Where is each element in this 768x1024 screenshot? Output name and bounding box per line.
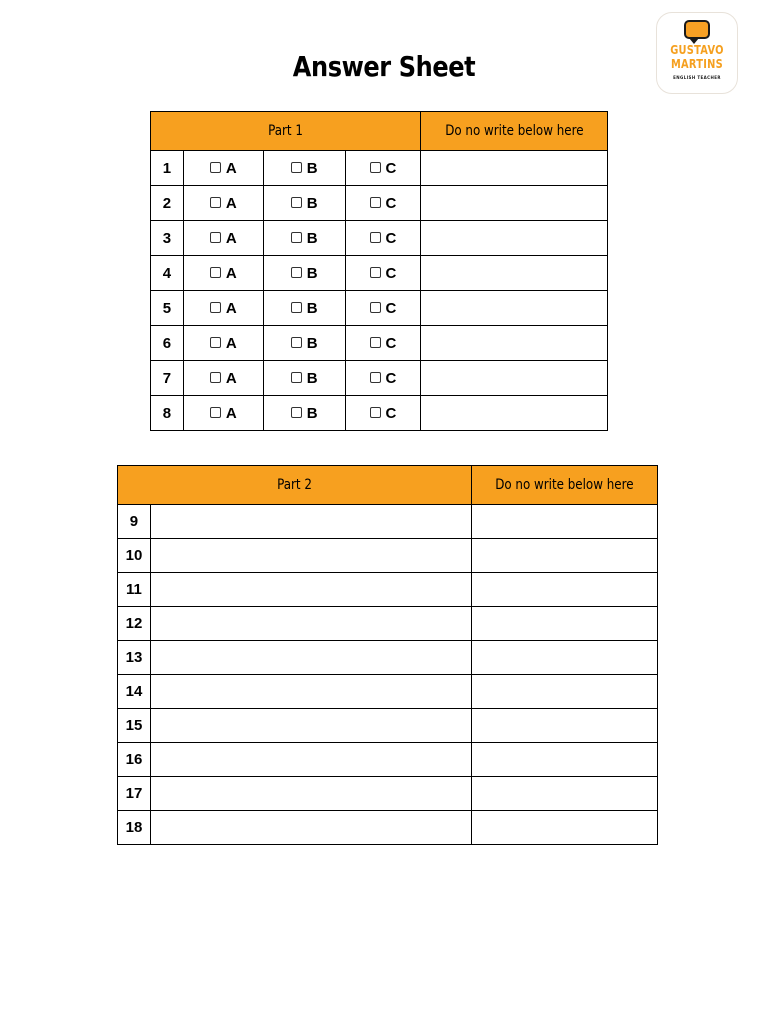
question-number: 13 — [118, 641, 151, 675]
option-a-cell[interactable] — [183, 186, 263, 221]
option-label: A — [225, 299, 237, 317]
marker-cell — [472, 675, 658, 709]
checkbox-icon[interactable] — [291, 337, 302, 348]
brand-logo — [656, 12, 738, 94]
page-title: Answer Sheet — [292, 50, 476, 83]
part1-row — [151, 151, 608, 186]
option-label: A — [225, 404, 237, 422]
marker-cell — [421, 221, 608, 256]
question-number: 5 — [151, 291, 184, 326]
option-label: A — [225, 264, 237, 282]
marker-cell — [421, 291, 608, 326]
option-c-cell[interactable] — [345, 221, 421, 256]
question-number: 6 — [151, 326, 184, 361]
question-number: 18 — [118, 811, 151, 845]
part1-row — [151, 291, 608, 326]
checkbox-icon[interactable] — [210, 267, 221, 278]
question-number: 9 — [118, 505, 151, 539]
checkbox-icon[interactable] — [210, 372, 221, 383]
marker-cell — [472, 777, 658, 811]
question-number: 8 — [151, 396, 184, 431]
question-number: 2 — [151, 186, 184, 221]
option-b-cell[interactable] — [263, 221, 345, 256]
option-a-cell[interactable] — [183, 151, 263, 186]
option-label: B — [306, 369, 318, 387]
part2-row — [118, 505, 658, 539]
logo-name-last: MARTINS — [671, 57, 723, 71]
option-label: B — [306, 334, 318, 352]
logo-name-first: GUSTAVO — [670, 43, 724, 57]
part1-table — [150, 111, 608, 431]
option-label: B — [306, 404, 318, 422]
marker-cell — [472, 573, 658, 607]
answer-field[interactable] — [150, 811, 471, 845]
part1-row — [151, 221, 608, 256]
option-label: C — [385, 264, 397, 282]
checkbox-icon[interactable] — [210, 337, 221, 348]
option-label: A — [225, 159, 237, 177]
question-number: 7 — [151, 361, 184, 396]
option-label: B — [306, 299, 318, 317]
option-label: A — [225, 334, 237, 352]
checkbox-icon[interactable] — [370, 302, 381, 313]
part1-row — [151, 361, 608, 396]
checkbox-icon[interactable] — [370, 267, 381, 278]
question-number: 10 — [118, 539, 151, 573]
marker-cell — [421, 151, 608, 186]
part2-row — [118, 641, 658, 675]
checkbox-icon[interactable] — [370, 337, 381, 348]
part2-row — [118, 675, 658, 709]
marker-cell — [472, 709, 658, 743]
checkbox-icon[interactable] — [210, 162, 221, 173]
marker-cell — [472, 539, 658, 573]
checkbox-icon[interactable] — [210, 197, 221, 208]
checkbox-icon[interactable] — [291, 162, 302, 173]
option-label: C — [385, 299, 397, 317]
checkbox-icon[interactable] — [370, 407, 381, 418]
part2-table — [117, 465, 658, 845]
option-label: C — [385, 194, 397, 212]
part1-side-header: Do no write below here — [421, 112, 608, 151]
part1-header: Part 1 — [151, 112, 421, 151]
answer-field[interactable] — [150, 777, 471, 811]
option-b-cell[interactable] — [263, 256, 345, 291]
marker-cell — [472, 811, 658, 845]
checkbox-icon[interactable] — [291, 267, 302, 278]
answer-field[interactable] — [150, 675, 471, 709]
answer-field[interactable] — [150, 641, 471, 675]
answer-field[interactable] — [150, 743, 471, 777]
option-label: B — [306, 229, 318, 247]
option-label: B — [306, 264, 318, 282]
question-number: 3 — [151, 221, 184, 256]
option-c-cell[interactable] — [345, 151, 421, 186]
checkbox-icon[interactable] — [210, 232, 221, 243]
option-b-cell[interactable] — [263, 186, 345, 221]
option-c-cell[interactable] — [345, 291, 421, 326]
answer-field[interactable] — [150, 505, 471, 539]
option-c-cell[interactable] — [345, 361, 421, 396]
part2-side-header: Do no write below here — [472, 466, 658, 505]
answer-field[interactable] — [150, 539, 471, 573]
marker-cell — [421, 361, 608, 396]
option-label: A — [225, 229, 237, 247]
question-number: 4 — [151, 256, 184, 291]
marker-cell — [421, 326, 608, 361]
checkbox-icon[interactable] — [291, 302, 302, 313]
part2-row — [118, 777, 658, 811]
option-label: A — [225, 194, 237, 212]
marker-cell — [472, 743, 658, 777]
checkbox-icon[interactable] — [370, 197, 381, 208]
marker-cell — [421, 396, 608, 431]
marker-cell — [472, 607, 658, 641]
checkbox-icon[interactable] — [291, 372, 302, 383]
option-label: C — [385, 159, 397, 177]
marker-cell — [472, 505, 658, 539]
option-a-cell[interactable] — [183, 256, 263, 291]
option-c-cell[interactable] — [345, 256, 421, 291]
checkbox-icon[interactable] — [370, 232, 381, 243]
part1-row — [151, 326, 608, 361]
option-b-cell[interactable] — [263, 361, 345, 396]
question-number: 17 — [118, 777, 151, 811]
option-b-cell[interactable] — [263, 326, 345, 361]
question-number: 11 — [118, 573, 151, 607]
option-c-cell[interactable] — [345, 186, 421, 221]
checkbox-icon[interactable] — [210, 302, 221, 313]
option-a-cell[interactable] — [183, 221, 263, 256]
part2-row — [118, 811, 658, 845]
option-a-cell[interactable] — [183, 326, 263, 361]
option-label: C — [385, 334, 397, 352]
option-a-cell[interactable] — [183, 291, 263, 326]
option-label: B — [306, 159, 318, 177]
part2-row — [118, 573, 658, 607]
checkbox-icon[interactable] — [370, 162, 381, 173]
question-number: 14 — [118, 675, 151, 709]
option-a-cell[interactable] — [183, 361, 263, 396]
part2-row — [118, 539, 658, 573]
checkbox-icon[interactable] — [291, 232, 302, 243]
answer-field[interactable] — [150, 709, 471, 743]
option-c-cell[interactable] — [345, 326, 421, 361]
option-b-cell[interactable] — [263, 291, 345, 326]
question-number: 1 — [151, 151, 184, 186]
question-number: 12 — [118, 607, 151, 641]
option-label: A — [225, 369, 237, 387]
part1-row — [151, 186, 608, 221]
answer-field[interactable] — [150, 573, 471, 607]
part2-row — [118, 709, 658, 743]
option-label: B — [306, 194, 318, 212]
question-number: 16 — [118, 743, 151, 777]
option-b-cell[interactable] — [263, 396, 345, 431]
speech-bubble-icon — [684, 20, 710, 39]
option-label: C — [385, 369, 397, 387]
marker-cell — [421, 256, 608, 291]
part2-header: Part 2 — [118, 466, 472, 505]
checkbox-icon[interactable] — [291, 407, 302, 418]
marker-cell — [472, 641, 658, 675]
option-label: C — [385, 229, 397, 247]
part2-row — [118, 607, 658, 641]
checkbox-icon[interactable] — [210, 407, 221, 418]
part1-row — [151, 256, 608, 291]
option-c-cell[interactable] — [345, 396, 421, 431]
checkbox-icon[interactable] — [291, 197, 302, 208]
part1-row — [151, 396, 608, 431]
marker-cell — [421, 186, 608, 221]
question-number: 15 — [118, 709, 151, 743]
part2-row — [118, 743, 658, 777]
option-b-cell[interactable] — [263, 151, 345, 186]
logo-tagline: ENGLISH TEACHER — [673, 75, 721, 80]
option-a-cell[interactable] — [183, 396, 263, 431]
answer-field[interactable] — [150, 607, 471, 641]
checkbox-icon[interactable] — [370, 372, 381, 383]
option-label: C — [385, 404, 397, 422]
